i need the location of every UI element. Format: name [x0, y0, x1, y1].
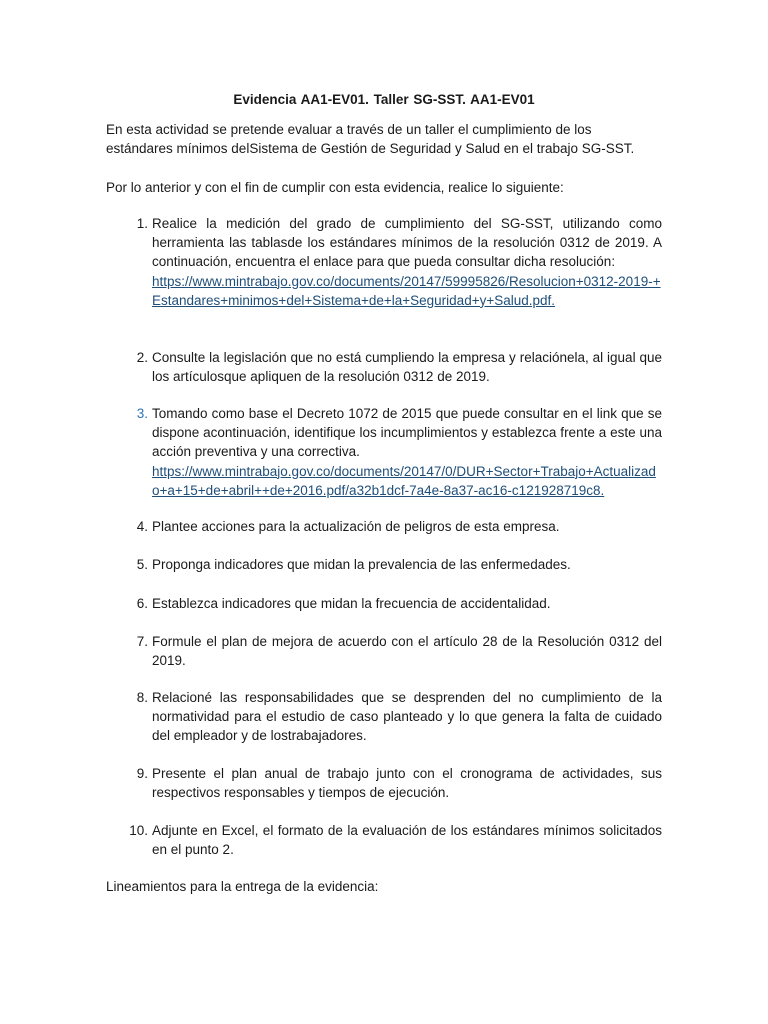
document-title: Evidencia AA1-EV01. Taller SG-SST. AA1-EV01 — [233, 92, 535, 107]
item-text: Proponga indicadores que midan la prevalencia de las enfermedades. — [152, 557, 571, 572]
item-number: 8. — [136, 690, 148, 705]
intro-paragraph: En esta actividad se pretende evaluar a través de un taller el cumplimiento de los estándares mínimos delSistema de Gestión de Seguridad y Salud en el trabajo SG-SST. — [106, 122, 635, 156]
item-number: 3. — [136, 406, 148, 421]
item-number: 5. — [136, 557, 148, 572]
item-number: 2. — [136, 350, 148, 365]
item-text: Realice la medición del grado de cumplimiento del SG-SST, utilizando como herramienta las tablasde los estándares mínimos de la resolución 0312 de 2019. A continuación, encuentra el enlace para que pueda consultar dicha resolución: — [152, 216, 662, 270]
item-text: Presente el plan anual de trabajo junto con el cronograma de actividades, sus respectivos responsables y tiempos de ejecución. — [152, 766, 662, 801]
footer-heading: Lineamientos para la entrega de la evidencia: — [106, 879, 379, 894]
item-number: 1. — [136, 216, 148, 231]
item-number: 4. — [136, 519, 148, 534]
item-text: Consulte la legislación que no está cumpliendo la empresa y relaciónela, al igual que los artículosque apliquen de la resolución 0312 de 2019. — [152, 350, 662, 385]
item-text: Formule el plan de mejora de acuerdo con el artículo 28 de la Resolución 0312 del 2019. — [152, 634, 662, 669]
item-number: 6. — [136, 596, 148, 611]
item-text: Relacioné las responsabilidades que se desprenden del no cumplimiento de la normatividad para el estudio de caso planteado y lo que genera la falta de cuidado del empleador y de lostrabajadores. — [152, 690, 662, 744]
item-number: 10. — [129, 823, 148, 838]
item-text: Tomando como base el Decreto 1072 de 2015 que puede consultar en el link que se dispone acontinuación, identifique los incumplimientos y establezca frente a este una acción preventiva y una correctiva. — [152, 406, 662, 460]
instruction-paragraph: Por lo anterior y con el fin de cumplir con esta evidencia, realice lo siguiente: — [106, 180, 564, 195]
item-number: 9. — [136, 766, 148, 781]
item-text: Adjunte en Excel, el formato de la evaluación de los estándares mínimos solicitados en el punto 2. — [152, 823, 662, 858]
item-text: Plantee acciones para la actualización de peligros de esta empresa. — [152, 519, 560, 534]
decree-link[interactable]: https://www.mintrabajo.gov.co/documents/20147/0/DUR+Sector+Trabajo+Actualizado+a+15+de+abril++de+2016.pdf/a32b1dcf-7a4e-8a37-ac16-c121928719c8. — [152, 463, 656, 498]
item-text: Establezca indicadores que midan la frecuencia de accidentalidad. — [152, 596, 551, 611]
resolution-link[interactable]: https://www.mintrabajo.gov.co/documents/20147/59995826/Resolucion+0312-2019-+Estandares+minimos+del+Sistema+de+la+Seguridad+y+Salud.pdf. — [152, 273, 661, 308]
item-number: 7. — [136, 634, 148, 649]
